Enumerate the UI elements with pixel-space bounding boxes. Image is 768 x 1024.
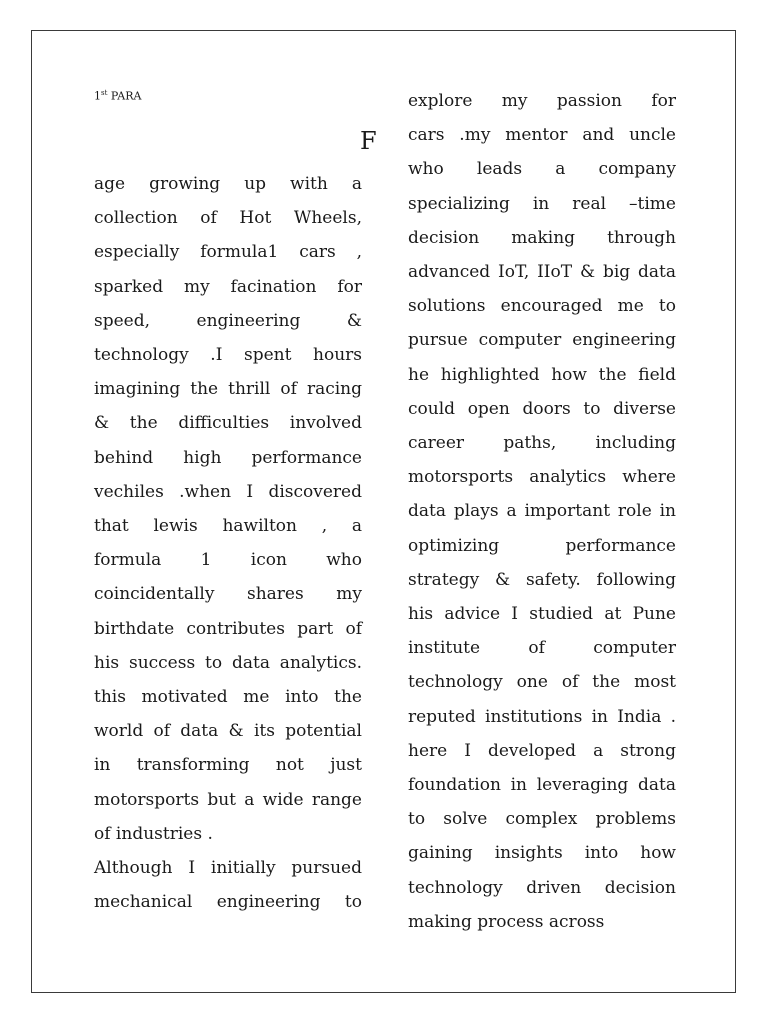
left-column-line: vechiles .when I discovered xyxy=(94,481,362,502)
heading-number: 1 xyxy=(94,89,101,103)
document-page xyxy=(31,30,736,993)
left-column-line: behind high performance xyxy=(94,447,362,468)
right-column-line: motorsports analytics where xyxy=(408,467,676,488)
right-column-line: here I developed a strong xyxy=(408,740,676,761)
left-column-line: his success to data analytics. xyxy=(94,652,362,673)
right-column-line: institute of computer xyxy=(408,638,676,659)
left-column-line: formula 1 icon who xyxy=(94,550,362,571)
left-column-line: speed, engineering & xyxy=(94,310,362,331)
right-column-line: solutions encouraged me to xyxy=(408,296,676,317)
left-column-line: this motivated me into the xyxy=(94,687,362,707)
left-column-line: sparked my facination for xyxy=(94,276,362,297)
right-column-line: advanced IoT, IIoT & big data xyxy=(408,262,676,282)
right-column-line: cars .my mentor and uncle xyxy=(408,125,676,146)
left-column-line: collection of Hot Wheels, xyxy=(94,208,362,229)
right-column-line: decision making through xyxy=(408,227,676,248)
left-column-line: that lewis hawilton , a xyxy=(94,516,362,536)
left-column-line: age growing up with a xyxy=(94,174,362,194)
left-column-line: coincidentally shares my xyxy=(94,584,362,605)
right-column-line: optimizing performance xyxy=(408,535,676,556)
right-column-line: data plays a important role in xyxy=(408,501,676,522)
right-column-line: foundation in leveraging data xyxy=(408,775,676,795)
left-column-line: technology .I spent hours xyxy=(94,345,362,365)
right-column-line: his advice I studied at Pune xyxy=(408,604,676,624)
left-column-line: motorsports but a wide range xyxy=(94,789,362,810)
right-column-line: who leads a company xyxy=(408,159,676,180)
right-column-line: pursue computer engineering xyxy=(408,330,676,351)
right-column-line: specializing in real –time xyxy=(408,193,676,214)
right-column-line: technology driven decision xyxy=(408,877,676,898)
right-column-line: technology one of the most xyxy=(408,672,676,693)
right-column-line: could open doors to diverse xyxy=(408,398,676,419)
right-column-line: explore my passion for xyxy=(408,91,676,111)
heading-suffix: st xyxy=(101,89,108,97)
left-column-line: birthdate contributes part of xyxy=(94,618,362,639)
right-column-line: gaining insights into how xyxy=(408,843,676,864)
right-column-line: career paths, including xyxy=(408,433,676,453)
left-column-line: especially formula1 cars , xyxy=(94,242,362,263)
left-column-line: in transforming not just xyxy=(94,755,362,776)
right-column-line: reputed institutions in India . xyxy=(408,706,676,727)
drop-cap-letter: F xyxy=(360,127,377,155)
left-column-line: world of data & its potential xyxy=(94,721,362,742)
right-column-line: he highlighted how the field xyxy=(408,364,676,385)
right-column-line: to solve complex problems xyxy=(408,809,676,830)
left-column-line: of industries . xyxy=(94,823,213,844)
left-column-line: imagining the thrill of racing xyxy=(94,379,362,400)
right-column-line: strategy & safety. following xyxy=(408,569,676,590)
left-column-line: & the difficulties involved xyxy=(94,413,362,434)
left-column-line: Although I initially pursued xyxy=(94,858,362,878)
left-column-line: mechanical engineering to xyxy=(94,892,362,913)
heading-label: PARA xyxy=(110,89,142,103)
right-column-line: making process across xyxy=(408,911,605,932)
paragraph-heading xyxy=(94,89,141,103)
